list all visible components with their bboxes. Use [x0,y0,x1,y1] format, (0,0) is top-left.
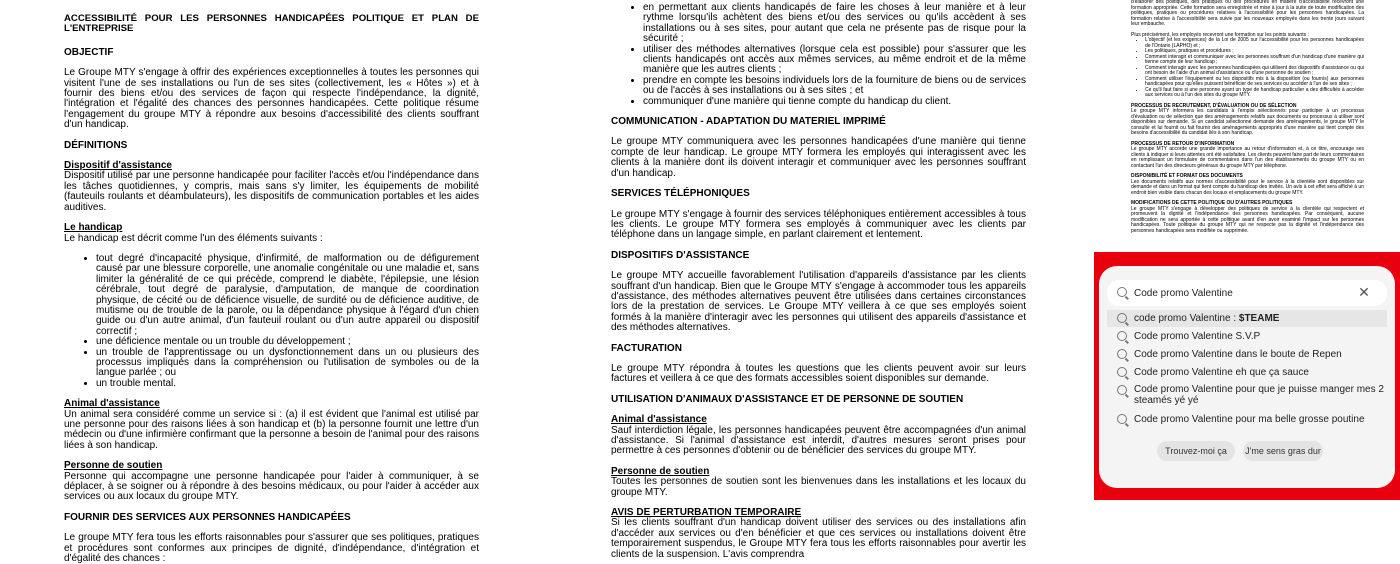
search-icon [1117,367,1127,377]
soutien-text: Toutes les personnes de soutien sont les bienvenues dans les installations et les locaux du groupe MTY. [611,476,1026,498]
fournir-text: Le groupe MTY fera tous les efforts raisonnables pour s'assurer que ses politiques, pratiques et procédures sont conformes aux principes de dignité, d'indépendance, d'intégration et d'égalité des chances : [64,532,479,564]
dispositifs-heading: DISPOSITIFS D'ASSISTANCE [611,249,750,261]
dispositif-text: Dispositif utilisé par une personne handicapée pour faciliter l'accès et/ou l'indépendance dans les tâches quotidiennes, y compris, mais sans s'y limiter, les équipements de mobilité (fauteuils roulants et déambulateurs), les dispositifs de communication portables et les aides auditives. [64,170,479,213]
suggestion-item[interactable] [1107,364,1387,381]
retour-text: Le groupe MTY accorde une grande importance au retour d'information et, à ce titre, encourage ses clients à indiquer si leurs attentes ont été satisfaites. Les clients peuvent faire part de leurs commentaires en remplissant un formulaire de commentaires dans l'un des établissements du groupe MTY ou en contactant l'un des directeurs généraux du groupe MTY par téléphone. [1131,146,1364,169]
list-item: • Ce qu'il faut faire si une personne ayant un type de handicap particulier a des difficultés à accéder aux services ou à l'un des sites du groupe MTY. [1145,88,1364,99]
animal-heading: Animal d'assistance [64,398,160,410]
page3-points-list [1131,38,1364,99]
search-icon [1117,385,1127,395]
list-item: • en permettant aux clients handicapés de faire les choses à leur manière et à leur rythme lorsqu'ils achètent des biens et/ou des services ou qu'ils accèdent à ses installations ou à ses sites, pour autant que cela ne présente pas de risque pour la sécurité ; [643,3,1026,45]
suggestion-label: Code promo Valentine S.V.P [1134,331,1261,342]
search-icon [1117,287,1127,297]
suggestion-item[interactable] [1107,328,1387,345]
objectif-text: Le Groupe MTY s'engage à offrir des expériences exceptionnelles à toutes les personnes qui visitent l'une de ses installations ou l'un de ses sites (collectivement, les « Hôtes ») et à fournir des biens et/ou des services de façon qui respecte l'indépendance, la dignité, l'intégration et l'égalité des chances des personnes handicapées. Cette politique résume l'engagement du groupe MTY à répondre aux besoins d'accessibilité des clients souffrant d'un handicap. [64,67,479,131]
suggestion-label: code promo Valentine : [1134,313,1239,324]
dispositifs-text: Le groupe MTY accueille favorablement l'utilisation d'appareils d'assistance par les clients souffrant d'un handicap. Bien que le Groupe MTY s'engage à accommoder tous les appareils d'assistance, des méthodes alternatives peuvent être utilisées dans certaines circonstances lors de la prestation de services. Le Groupe MTY veillera à ce que ses employés soient formés à la manière d'interagir avec les personnes qui utilisent des appareils d'assistance et des méthodes alternatives. [611,270,1026,334]
objectif-heading: OBJECTIF [64,46,114,58]
handicap-list [64,254,479,389]
list-item: • prendre en compte les besoins individuels lors de la fourniture de biens ou de services ou de l'accès à ses installations ou à ses sites ; et [643,76,1026,97]
animal-text: Un animal sera considéré comme un service si : (a) il est évident que l'animal est utilisé par une personne pour des raisons liées à son handicap et (b) la personne fournit une lettre d'un médecin ou d'une infirmière confirmant que la personne a besoin de l'animal pour des raisons liées à son handicap. [64,408,479,451]
modif-text: Le groupe MTY s'engage à développer des politiques de service à la clientèle qui respectent et promeuvent la dignité et l'indépendance des personnes handicapées. Par conséquent, aucune modification ne sera apportée à cette politique avant d'en avoir examiné l'impact sur les personnes handicapées. Toute politique du groupe MTY qui ne respecte pas la dignité et l'indépendance des personnes handicapées sera modifiée ou supprimée. [1131,205,1364,234]
search-icon [1117,331,1127,341]
suggestion-item[interactable] [1107,346,1387,363]
suggestion-item[interactable] [1107,411,1387,428]
soutien-heading: Personne de soutien [64,460,163,472]
list-item: • un trouble de l'apprentissage ou un dysfonctionnement dans un ou plusieurs des processus impliqués dans la compréhension ou l'utilisation de symboles ou de la langue parlée ; ou [96,348,479,379]
suggestion-label-bold: $TEAME [1238,313,1280,324]
list-item: • un trouble mental. [96,379,479,389]
page3-intro: d'élaborer des politiques, des pratiques ou des procédures en matière d'accessibilité recevront une formation appropriée. Cette formation sera enregistrée et mise à jour à la suite de toute modification des politiques, pratiques ou procédures relatives à l'accessibilité pour les personnes handicapées. La formation relative à l'accessibilité sera suivie par les nouveaux employés dans les trente jours suivant leur embauche. [1131,0,1364,27]
suggestion-item[interactable] [1107,383,1387,409]
modif-heading: MODIFICATIONS DE CETTE POLITIQUE OU D'AUTRES POLITIQUES [1131,200,1293,206]
telephone-text: Le groupe MTY s'engage à fournir des services téléphoniques entièrement accessibles à tous les clients. Le groupe MTY formera ses employés à communiquer avec les clients par téléphone dans un langage simple, en parlant clairement et lentement. [611,208,1026,241]
search-icon [1117,313,1127,323]
principles-list [611,3,1026,107]
document-page-2 [611,0,1026,560]
definitions-heading: DÉFINITIONS [64,139,128,151]
close-icon[interactable]: ✕ [1358,284,1370,300]
suggestion-label: Code promo Valentine pour que je puisse manger mes 2 steamés yé yé [1134,384,1384,406]
fournir-heading: FOURNIR DES SERVICES AUX PERSONNES HANDICAPÉES [64,511,351,523]
search-icon [1117,349,1127,359]
list-item: • Comment interagir et communiquer avec les personnes souffrant d'un handicap d'une manière qui tienne compte de leur handicap ; [1145,55,1364,66]
list-item: • Les politiques, pratiques et procédures ; [1145,49,1364,55]
list-item: • L'objectif (et les exigences) de la Loi de 2005 sur l'accessibilité pour les personnes handicapées de l'Ontario (LAPHO) et ; [1145,38,1364,49]
search-input[interactable] [1134,286,1354,300]
list-item: • Comment utiliser l'équipement ou les dispositifs mis à la disposition (ou fournis) aux personnes handicapées pour qu'elles puissent bénéficier de ses services ou accéder à l'un de ses sites ; [1145,77,1364,88]
page1-title: ACCESSIBILITÉ POUR LES PERSONNES HANDICAPÉES POLITIQUE ET PLAN DE L'ENTREPRISE [64,13,479,35]
retour-heading: PROCESSUS DE RETOUR D'INFORMATION [1131,140,1235,147]
animal-heading: Animal d'assistance [611,414,707,426]
suggestion-item[interactable] [1107,310,1387,327]
handicap-heading: Le handicap [64,222,123,234]
telephone-heading: SERVICES TÉLÉPHONIQUES [611,188,750,200]
handicap-intro: Le handicap est décrit comme l'un des éléments suivants : [64,232,323,244]
avis-text: Si les clients souffrant d'un handicap doivent utiliser des services ou des installations afin d'accéder aux services ou d'en bénéficier et que ces services ou installations doivent être temporairement suspendus, le Groupe MTY fera tous les efforts raisonnables pour avertir les clients de la suspension. L'avis comprendra [611,517,1026,560]
page3-points-intro: Plus précisément, les employés recevront une formation sur les points suivants : [1131,31,1309,38]
list-item: • tout degré d'incapacité physique, d'infirmité, de malformation ou de défigurement causé par une blessure corporelle, une anomalie congénitale ou une maladie et, sans limiter la généralité de ce qui précède, comprend le diabète, l'épilepsie, une lésion cérébrale, tout degré de paralysie, d'amputation, de manque de coordination physique, de cécité ou de déficience visuelle, de surdité ou de déficience auditive, de mutisme ou de trouble de la parole, ou la dépendance physique à l'égard d'un chien guide ou d'un autre animal, d'un fauteuil roulant ou d'un autre appareil ou dispositif correctif ; [96,254,479,337]
suggestion-label: Code promo Valentine eh que ça sauce [1134,367,1309,378]
document-page-1 [64,0,479,564]
communication-text: Le groupe MTY communiquera avec les personnes handicapées d'une manière qui tienne compte de leur handicap. Le groupe MTY formera les employés qui interagissent avec les clients à la manière dont ils doivent interagir et communiquer avec les personnes souffrant d'un handicap. [611,136,1026,179]
facturation-heading: FACTURATION [611,342,682,354]
suggestion-label: Code promo Valentine dans le boute de Repen [1134,349,1342,360]
communication-heading: COMMUNICATION - ADAPTATION DU MATERIEL IMPRIMÉ [611,116,886,128]
dispo-text: Les documents relatifs aux normes d'accessibilité pour le service à la clientèle sont disponibles sur demande et dans un format qui tient compte du handicap des invités. Un avis à cet effet sera affiché à un endroit bien visible dans chacun des locaux et emplacements du groupe MTY. [1131,178,1364,196]
facturation-text: Le groupe MTY répondra à toutes les questions que les clients peuvent avoir sur leurs factures et veillera à ce que des formats accessibles soient disponibles sur demande. [611,362,1026,385]
document-page-3 [1125,0,1370,252]
search-icon [1117,414,1127,424]
feeling-button[interactable]: J'me sens gras dur [1243,441,1323,461]
dispo-heading: DISPONIBILITÉ ET FORMAT DES DOCUMENTS [1131,173,1243,179]
recrutement-text: Le groupe MTY informera les candidats à l'emploi sélectionnés pour participer à un processus d'évaluation ou de sélection que des aménagements relatifs aux documents ou processus à utiliser sont disponibles sur demande. Si un candidat sélectionné demande des aménagements, le groupe MTY le consulte et lui fournit ou fait fournir des aménagements appropriés d'une manière qui tient compte des besoins d'accessibilité du candidat liés à son handicap. [1131,108,1364,136]
dispositif-heading: Dispositif d'assistance [64,160,172,172]
suggestion-label: Code promo Valentine pour ma belle grosse poutine [1134,414,1365,425]
list-item: • une déficience mentale ou un trouble du développement ; [96,337,479,347]
list-item: • communiquer d'une manière qui tienne compte du handicap du client. [643,97,1026,107]
list-item: • Comment interagir avec les personnes handicapées qui utilisent des dispositifs d'assistance ou qui ont besoin de l'aide d'un animal d'assistance ou d'une personne de soutien ; [1145,66,1364,77]
list-item: • utiliser des méthodes alternatives (lorsque cela est possible) pour s'assurer que les clients handicapés ont accès aux mêmes services, au même endroit et de la même manière que les autres clients ; [643,45,1026,76]
recrutement-heading: PROCESSUS DE RECRUTEMENT, D'ÉVALUATION OU DE SÉLECTION [1131,102,1297,109]
soutien-text: Personne qui accompagne une personne handicapée pour l'aider à communiquer, à se déplacer, à se soigner ou à répondre à des besoins médicaux, ou pour l'aider à accéder aux services ou aux locaux du groupe MTY. [64,470,479,503]
soutien-heading: Personne de soutien [611,465,710,477]
animal-text: Sauf interdiction légale, les personnes handicapées peuvent être accompagnées d'un animal d'assistance. Si l'animal d'assistance est interdit, d'autres mesures seront prises pour permettre à ces personnes d'obtenir ou de bénéficier des services du groupe MTY. [611,424,1026,457]
animaux-heading: UTILISATION D'ANIMAUX D'ASSISTANCE ET DE PERSONNE DE SOUTIEN [611,393,964,405]
avis-heading: AVIS DE PERTURBATION TEMPORAIRE [611,507,802,519]
find-button[interactable]: Trouvez-moi ça [1157,441,1235,461]
